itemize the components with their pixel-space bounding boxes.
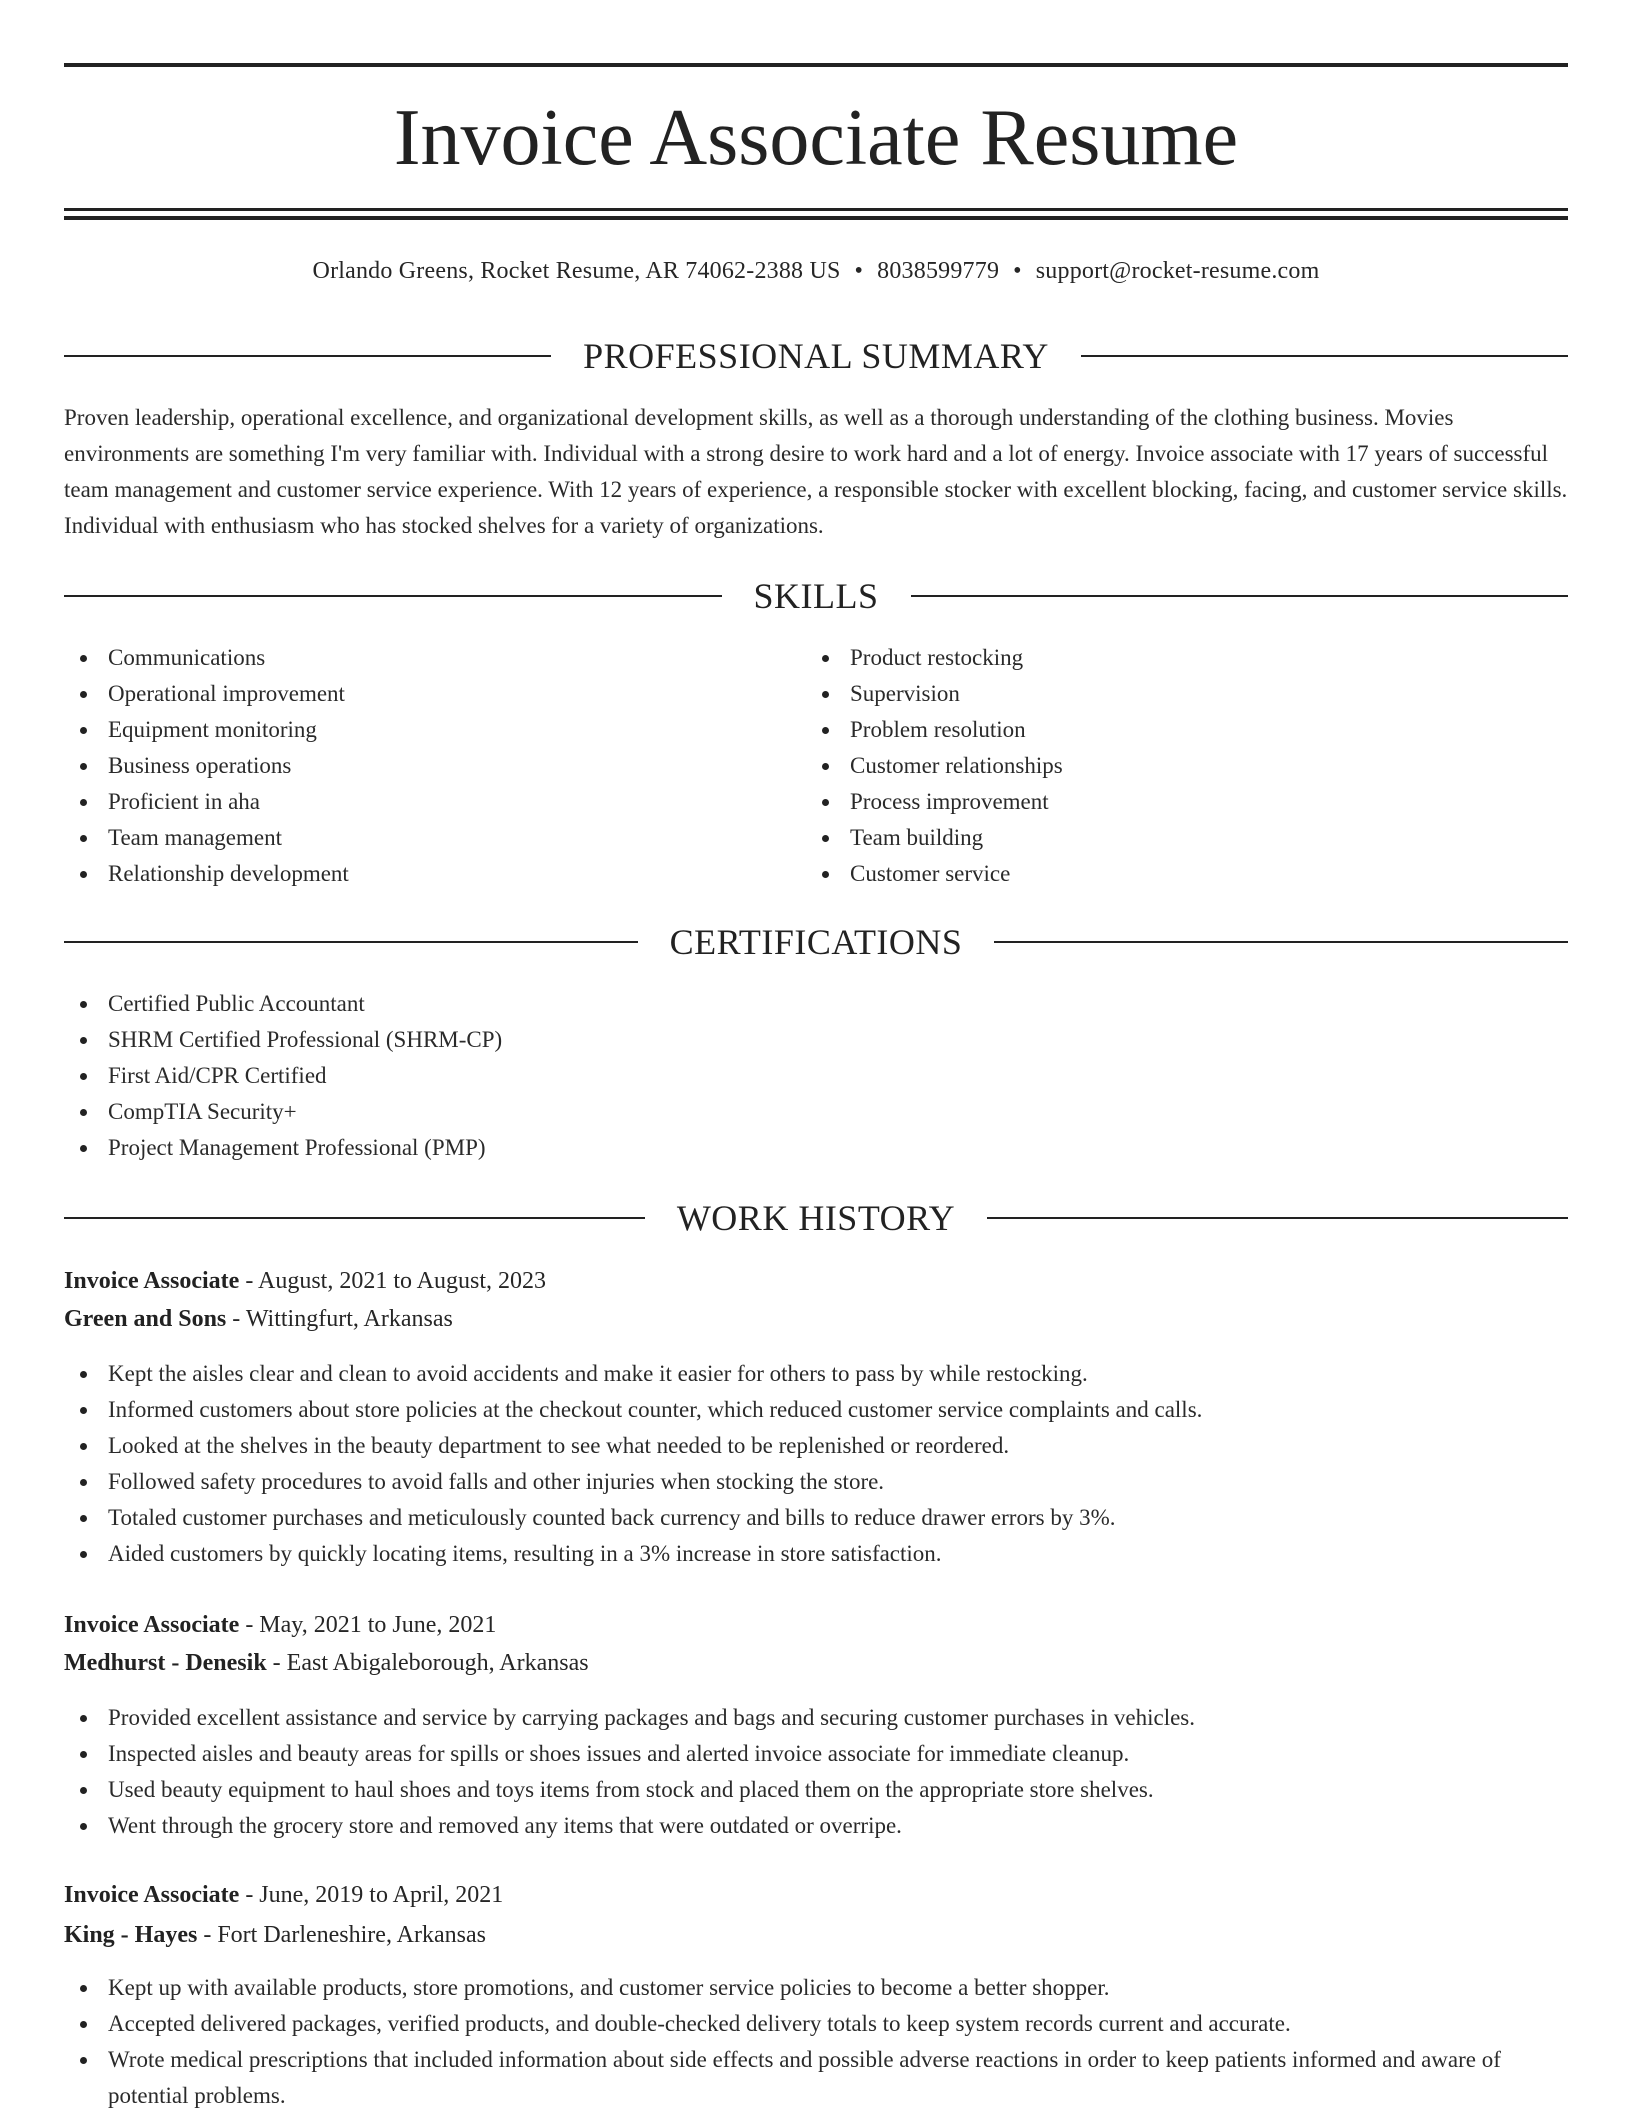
job-title-line	[64, 1606, 1568, 1644]
certifications-list	[64, 986, 1568, 1166]
job-duty: Went through the grocery store and removed any items that were outdated or overripe.	[64, 1808, 1568, 1844]
contact-separator: •	[854, 258, 864, 284]
contact-line	[64, 254, 1568, 288]
contact-separator: •	[1013, 258, 1022, 284]
job-duty: Wrote medical prescriptions that included information about side effects and possible adverse reactions in order to keep patients informed and aware of potential problems.	[64, 2042, 1568, 2114]
job-title: Invoice Associate	[64, 1882, 240, 1908]
job-company: Medhurst - Denesik	[64, 1650, 267, 1676]
job-duty: Provided excellent assistance and service by carrying packages and bags and securing customer purchases in vehicles.	[64, 1700, 1568, 1736]
skill-item: Equipment monitoring	[64, 712, 764, 748]
summary-section-heading	[64, 334, 1568, 378]
job-title-line	[64, 1876, 1568, 1914]
job-dates: - June, 2019 to April, 2021	[239, 1882, 504, 1908]
job-company-line	[64, 1916, 1568, 1954]
job-location: - Fort Darleneshire, Arkansas	[197, 1922, 486, 1948]
skill-item: Supervision	[806, 676, 1566, 712]
skill-item: Team building	[806, 820, 1566, 856]
contact-email[interactable]: support@rocket-resume.com	[1035, 258, 1320, 284]
resume-title: Invoice Associate Resume	[393, 94, 1239, 182]
job-duties-list	[64, 1700, 1568, 1844]
skills-list-left	[64, 640, 764, 892]
job-duty: Followed safety procedures to avoid falls and other injuries when stocking the store.	[64, 1464, 1568, 1500]
job-duty: Aided customers by quickly locating items, resulting in a 3% increase in store satisfaction.	[64, 1536, 1568, 1572]
skill-item: Business operations	[64, 748, 764, 784]
job-duty: Used beauty equipment to haul shoes and toys items from stock and placed them on the appropriate store shelves.	[64, 1772, 1568, 1808]
skill-item: Problem resolution	[806, 712, 1566, 748]
skill-item: Customer service	[806, 856, 1566, 892]
job-title-line	[64, 1262, 1568, 1300]
certifications-heading-text: CERTIFICATIONS	[669, 922, 963, 962]
summary-heading-text: PROFESSIONAL SUMMARY	[583, 336, 1049, 376]
certifications-section-heading	[64, 920, 1568, 964]
skill-item: Process improvement	[806, 784, 1566, 820]
job-duties-list	[64, 1356, 1568, 1572]
job-duty: Kept up with available products, store promotions, and customer service policies to become a better shopper.	[64, 1970, 1568, 2006]
job-duty: Inspected aisles and beauty areas for spills or shoes issues and alerted invoice associate for immediate cleanup.	[64, 1736, 1568, 1772]
skill-item: Relationship development	[64, 856, 764, 892]
job-company: Green and Sons	[64, 1306, 227, 1332]
certification-item: CompTIA Security+	[64, 1094, 1568, 1130]
certification-item: SHRM Certified Professional (SHRM-CP)	[64, 1022, 1568, 1058]
job-company-line	[64, 1300, 1568, 1338]
skills-list-right	[806, 640, 1566, 892]
certification-item: Certified Public Accountant	[64, 986, 1568, 1022]
job-duty: Looked at the shelves in the beauty department to see what needed to be replenished or reordered.	[64, 1428, 1568, 1464]
job-duty: Kept the aisles clear and clean to avoid accidents and make it easier for others to pass by while restocking.	[64, 1356, 1568, 1392]
job-title: Invoice Associate	[64, 1268, 240, 1294]
job-location: - Wittingfurt, Arkansas	[226, 1306, 453, 1332]
skill-item: Proficient in aha	[64, 784, 764, 820]
skills-section-heading	[64, 574, 1568, 618]
skill-item: Operational improvement	[64, 676, 764, 712]
job-duty: Informed customers about store policies at the checkout counter, which reduced customer service complaints and calls.	[64, 1392, 1568, 1428]
contact-phone[interactable]: 8038599779	[877, 258, 1000, 284]
work-history-heading-text: WORK HISTORY	[676, 1198, 956, 1238]
certification-item: Project Management Professional (PMP)	[64, 1130, 1568, 1166]
professional-summary: Proven leadership, operational excellence, and organizational development skills, as well as a thorough understanding of the clothing business. Movies environments are something I'm very familiar with. Individual with a strong desire to work hard and a lot of energy. Invoice associate with 17 years of successful team management and customer service experience. With 12 years of experience, a responsible stocker with excellent blocking, facing, and customer service skills. Individual with enthusiasm who has stocked shelves for a variety of organizations.	[64, 405, 1568, 538]
job-company-line	[64, 1644, 1568, 1682]
job-company: King - Hayes	[64, 1922, 198, 1948]
certification-item: First Aid/CPR Certified	[64, 1058, 1568, 1094]
work-history-section-heading	[64, 1196, 1568, 1240]
skill-item: Customer relationships	[806, 748, 1566, 784]
job-title: Invoice Associate	[64, 1612, 240, 1638]
job-duty: Totaled customer purchases and meticulously counted back currency and bills to reduce drawer errors by 3%.	[64, 1500, 1568, 1536]
skill-item: Communications	[64, 640, 764, 676]
job-duties-list	[64, 1970, 1568, 2114]
double-rule	[64, 208, 1568, 220]
job-dates: - August, 2021 to August, 2023	[239, 1268, 547, 1294]
top-rule	[64, 63, 1568, 67]
job-dates: - May, 2021 to June, 2021	[239, 1612, 497, 1638]
job-duty: Accepted delivered packages, verified products, and double-checked delivery totals to keep system records current and accurate.	[64, 2006, 1568, 2042]
job-location: - East Abigaleborough, Arkansas	[266, 1650, 589, 1676]
skill-item: Product restocking	[806, 640, 1566, 676]
skills-heading-text: SKILLS	[753, 576, 879, 616]
skill-item: Team management	[64, 820, 764, 856]
contact-address: Orlando Greens, Rocket Resume, AR 74062-2388 US	[312, 258, 841, 284]
